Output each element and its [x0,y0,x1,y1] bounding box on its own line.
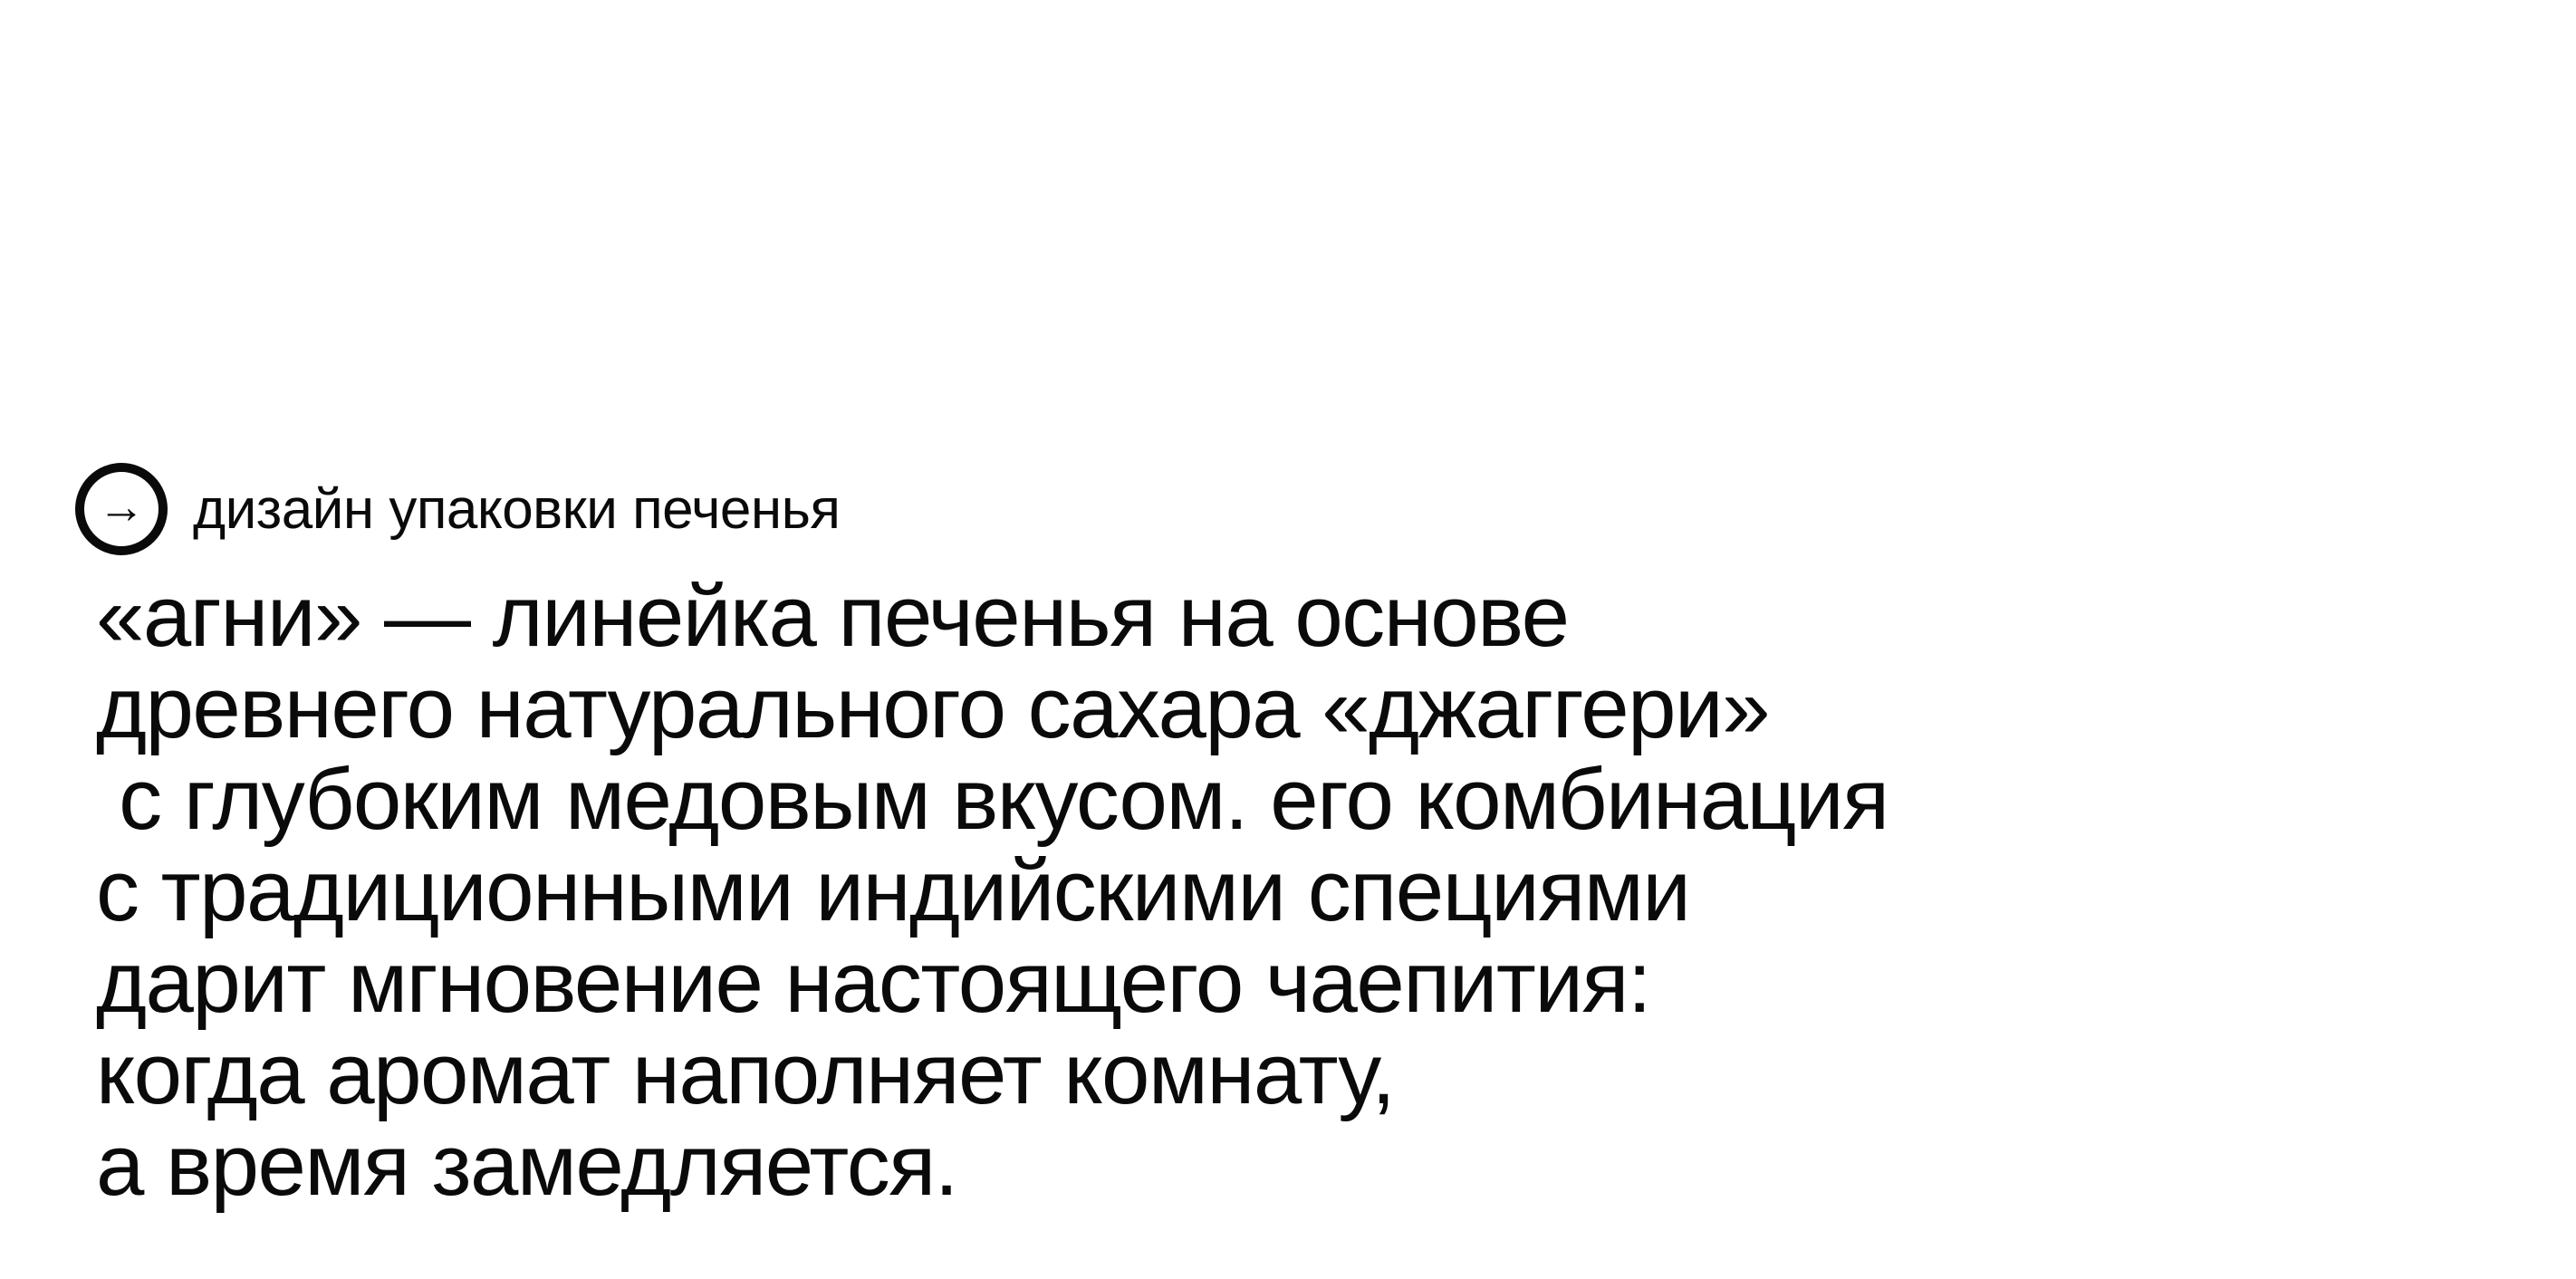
intro-line-4: с традиционными индийскими специями [96,842,1690,939]
project-label: дизайн упаковки печенья [193,477,841,541]
intro-line-3: с глубоким медовым вкусом. его комбинация [96,751,1889,848]
intro-line-7: а время замедляется. [96,1117,957,1214]
right-arrow-icon: → [98,481,145,534]
intro-line-2: древнего натурального сахара «джаггери» [96,659,1770,756]
arrow-circle-icon[interactable] [75,463,168,555]
intro-line-1: «агни» — линейка печенья на основе [96,568,1569,665]
project-link[interactable] [75,463,841,555]
intro-line-5: дарит мгновение настоящего чаепития: [96,934,1651,1031]
intro-text [96,568,1889,1214]
intro-line-6: когда аромат наполняет комнату, [96,1025,1395,1122]
